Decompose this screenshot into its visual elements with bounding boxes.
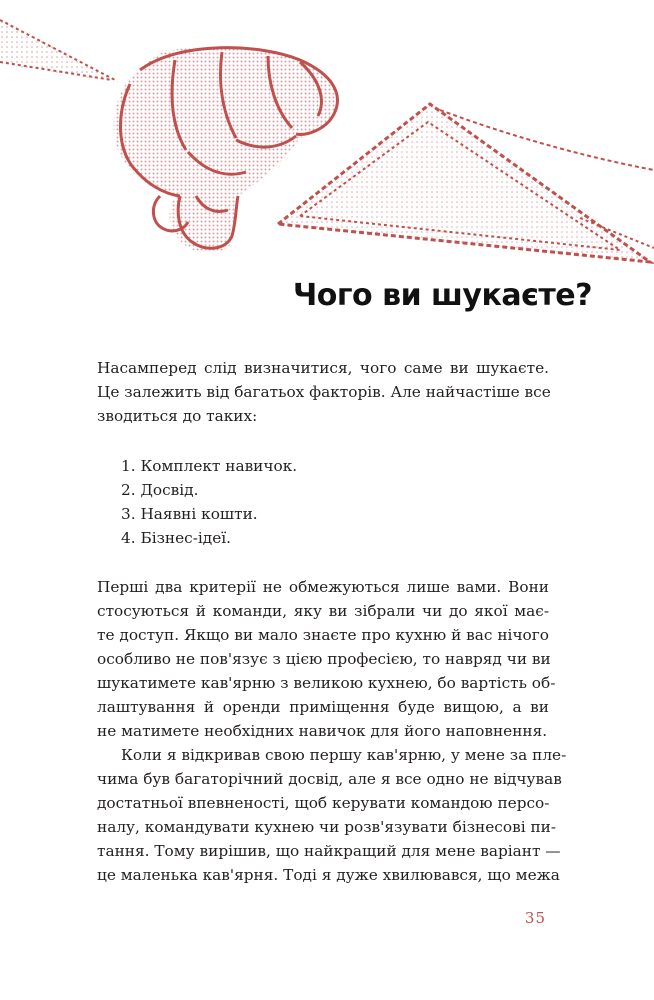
header-illustration: [0, 0, 654, 290]
pointer-illustration: [0, 18, 118, 82]
text-line: шукатимете кав'ярню з великою кухнею, бо вартість об-: [97, 674, 556, 692]
body-paragraph: [97, 575, 556, 743]
list-item: 2. Досвід.: [121, 481, 199, 499]
text-line: це маленька кав'ярня. Тоді я дуже хвилювався, що межа: [97, 866, 560, 884]
text-line: достатньої впевненості, щоб керувати командою персо-: [97, 794, 550, 812]
text-line: тання. Тому вирішив, що найкращий для мене варіант —: [97, 842, 561, 860]
list-item: 3. Наявні кошти.: [121, 505, 258, 523]
text-line: Насамперед слід визначитися, чого саме ви шукаєте.: [97, 359, 549, 377]
text-line: чима був багаторічний досвід, але я все одно не відчував: [97, 770, 562, 788]
text-line: стосуються й команди, яку ви зібрали чи до якої має-: [97, 602, 549, 620]
body-paragraph: [97, 743, 567, 887]
text-line: Це залежить від багатьох факторів. Але найчастіше все: [97, 383, 551, 401]
intro-paragraph: [97, 356, 549, 428]
text-line: особливо не пов'язує з цією професією, то навряд чи ви: [97, 650, 551, 668]
text-line: Коли я відкривав свою першу кав'ярню, у мене за пле-: [121, 746, 567, 764]
text-line: зводиться до таких:: [97, 407, 258, 425]
sandwich-illustration: [278, 104, 654, 262]
list-item: 1. Комплект навичок.: [121, 457, 298, 475]
text-line: не матимете необхідних навичок для його наповнення.: [97, 722, 548, 740]
page-number: 35: [524, 909, 546, 927]
text-line: те доступ. Якщо ви мало знаєте про кухню й вас нічого: [97, 626, 549, 644]
criteria-list: [121, 454, 297, 550]
text-line: налу, командувати кухнею чи розв'язувати бізнесові пи-: [97, 818, 557, 836]
text-line: лаштування й оренди приміщення буде вищою, а ви: [97, 698, 549, 716]
list-item: 4. Бізнес-ідеї.: [121, 529, 232, 547]
text-line: Перші два критерії не обмежуються лише вами. Вони: [97, 578, 549, 596]
section-heading: Чого ви шукаєте?: [293, 278, 592, 313]
